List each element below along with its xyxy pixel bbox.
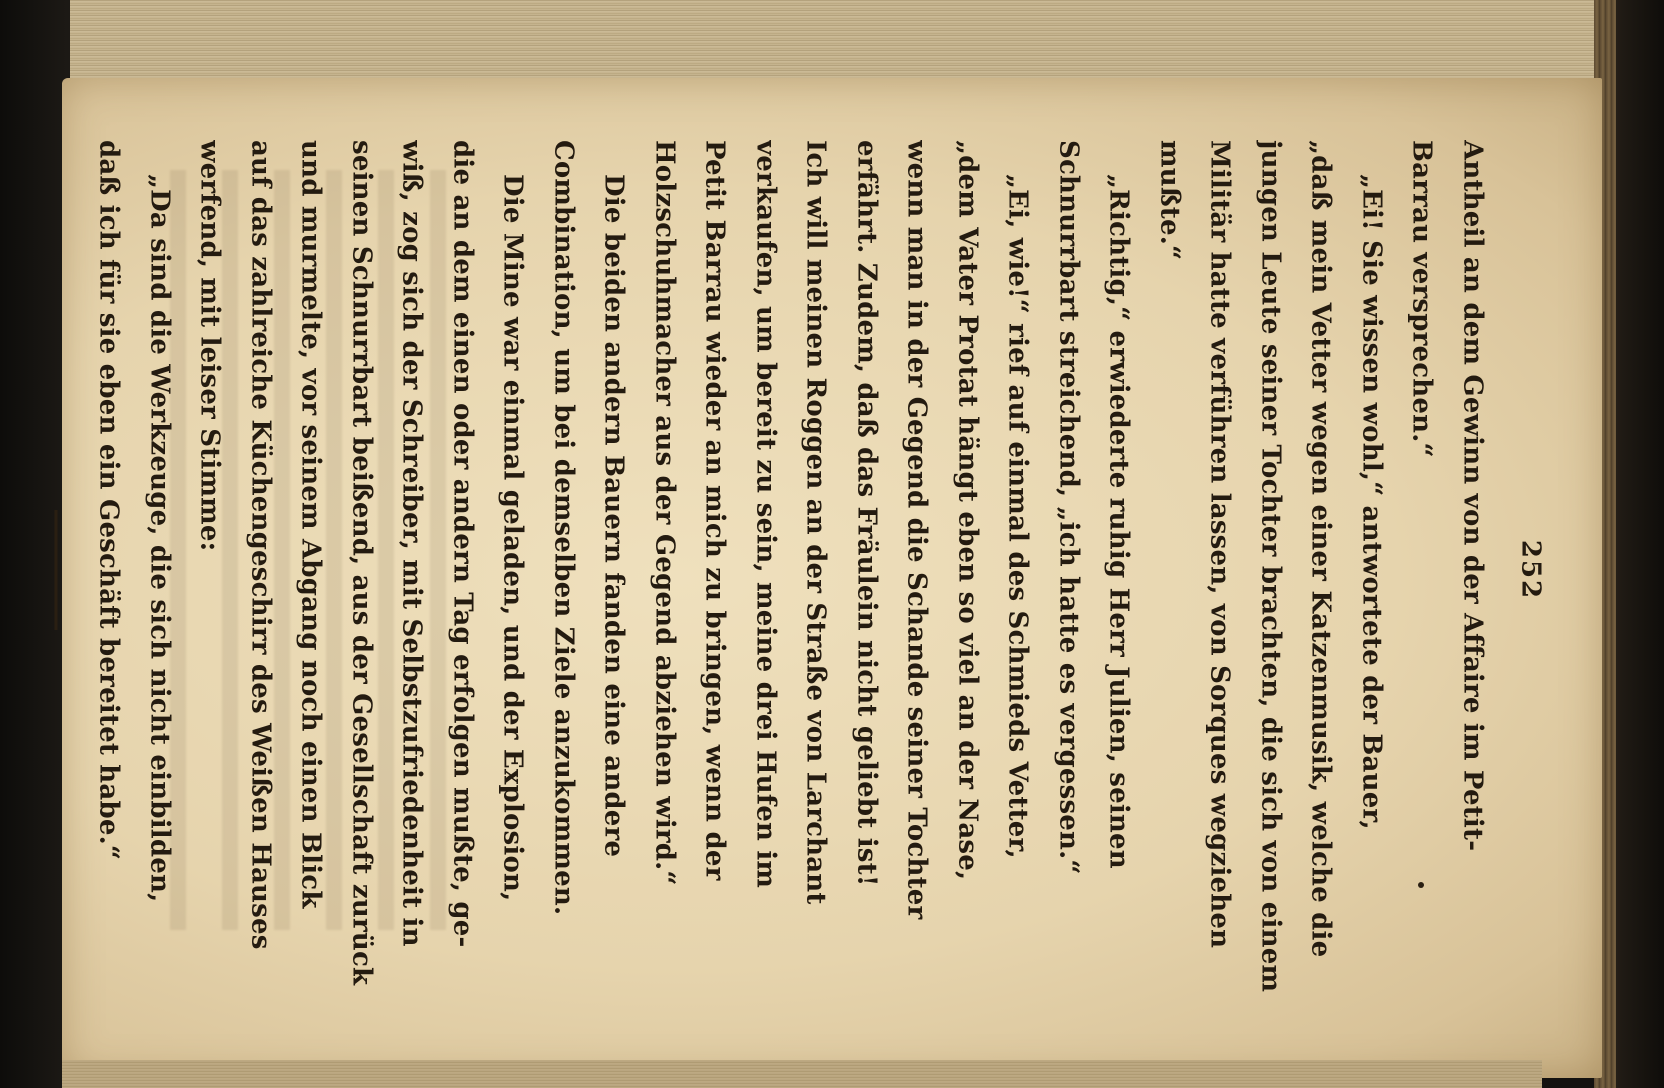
text-frame [94,130,1546,1010]
page-edges-top [70,0,1610,82]
text-line: Petit Barrau wieder an mich zu bringen, wenn der [700,140,730,881]
text-line: mußte.“ [1154,140,1185,261]
text-line: werfend, mit leiser Stimme: [195,140,225,552]
text-line: „dem Vater Protat hängt eben so viel an der Nase, [952,140,983,881]
text-line: Combination, um bei demselben Ziele anzukommen. [548,140,579,916]
text-line: Barrau versprechen.“ [1407,140,1437,458]
text-line: wenn man in der Gegend die Schande seiner Tochter [902,140,932,920]
text-line: Schnurrbart streichend, „ich hatte es vergessen.“ [1053,140,1084,875]
text-line: Militär hatte verführen lassen, von Sorques wegziehen [1205,140,1235,949]
text-line: verkaufen, um bereit zu sein, meine drei Hufen im [750,140,781,889]
text-line: jungen Leute seiner Tochter brachten, die sich von einem [1255,140,1286,993]
book-spine [1594,0,1664,1088]
text-line: daß ich für sie eben ein Geschäft bereitet habe.“ [94,140,124,860]
text-line: „Ei, wie!“ rief auf einmal des Schmieds Vetter, [1003,174,1033,859]
page-number: 252 [1515,539,1546,601]
text-line: seinen Schnurrbart beißend, aus der Gesellschaft zurück [346,140,377,986]
text-line: Ich will meinen Roggen an der Straße von Larchant [801,140,831,905]
text-line: erfährt. Zudem, daß das Fräulein nicht geliebt ist! [851,140,882,887]
text-line: Die beiden andern Bauern fanden eine andere [599,174,629,858]
ink-dot [1418,882,1424,888]
text-line: „Ei! Sie wissen wohl,“ antwortete der Bauer, [1356,174,1387,830]
text-line: „daß mein Vetter wegen einer Katzenmusik, welche die [1306,140,1336,958]
page-edges-bottom [62,1060,1542,1088]
text-line: auf das zahlreiche Küchengeschirr des Weißen Hauses [245,140,276,950]
text-line: Antheil an dem Gewinn von der Affaire im Petit- [1457,140,1488,852]
text-line: „Da sind die Werkzeuge, die sich nicht einbilden, [144,174,175,903]
text-line: Die Mine war einmal geladen, und der Explosion, [498,174,528,902]
text-line: Holzschuhmacher aus der Gegend abziehen wird.“ [649,140,680,886]
rotated-text-block [55,140,1546,1000]
text-line: wiß, zog sich der Schreiber, mit Selbstzufriedenheit in [397,140,427,947]
text-line: und murmelte, vor seinem Abgang noch einen Blick [296,140,326,909]
text-line: „Richtig,“ erwiederte ruhig Herr Julien, seinen [1104,174,1134,869]
text-line: die an dem einen oder andern Tag erfolgen mußte, ge- [447,140,478,948]
section-rule [55,510,58,630]
